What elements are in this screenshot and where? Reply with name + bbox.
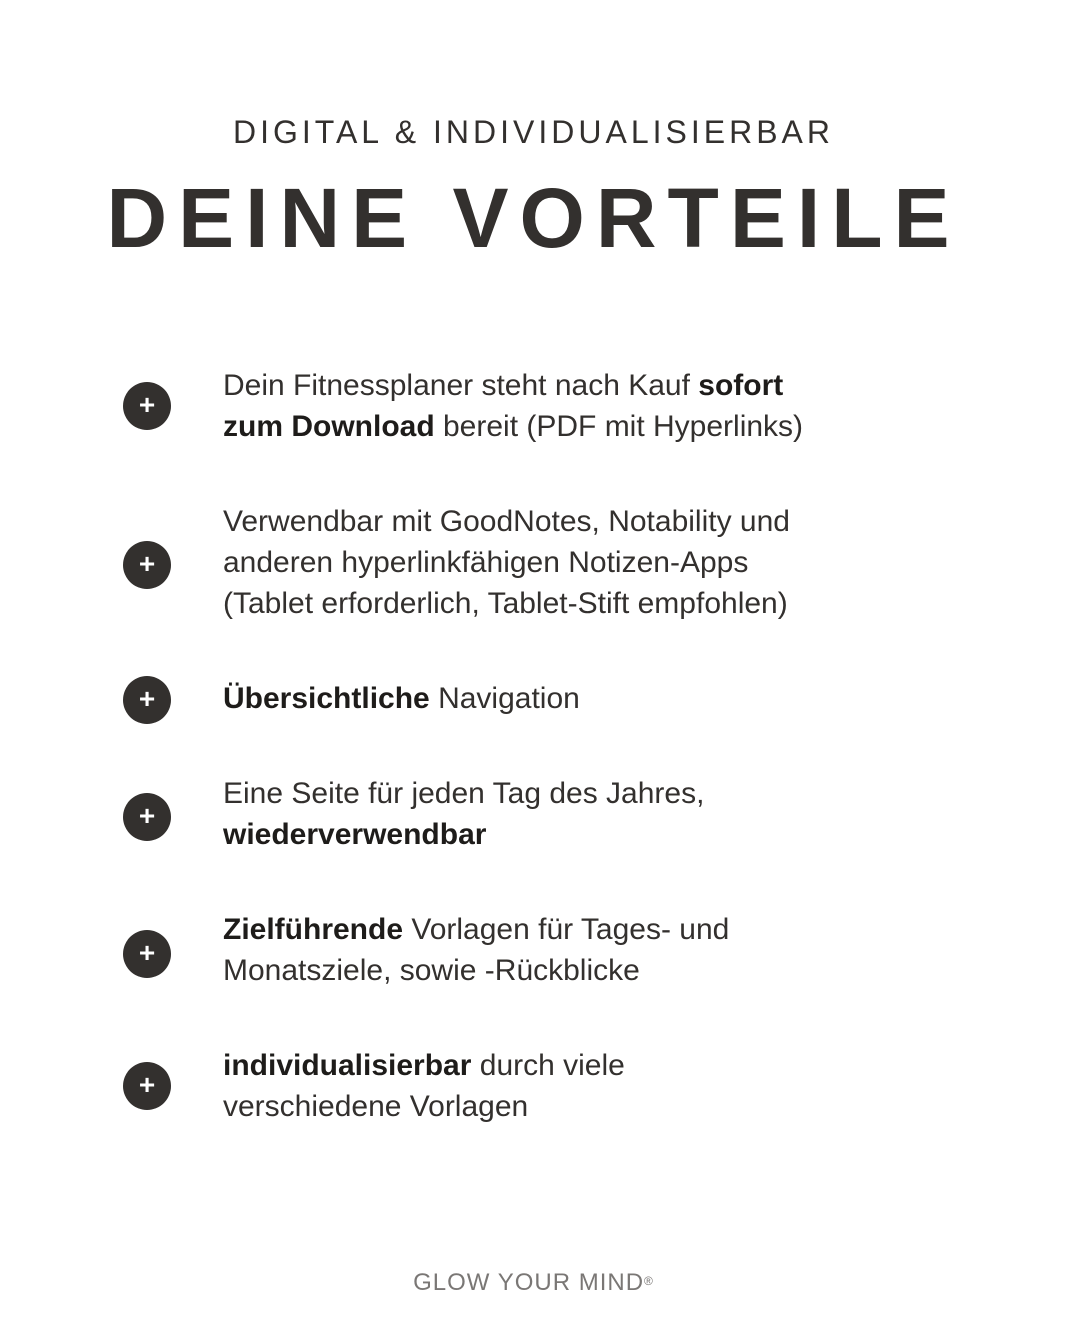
page-title: DEINE VORTEILE	[106, 171, 961, 265]
benefit-text-segment: Eine Seite für jeden Tag des Jahres,	[223, 777, 705, 810]
benefit-text	[223, 1045, 943, 1127]
benefit-text-segment: Vorlagen für Tages- und	[403, 913, 730, 946]
benefit-text-segment: Navigation	[429, 682, 580, 715]
benefit-text	[223, 773, 943, 855]
trademark-symbol: ®	[644, 1274, 654, 1288]
benefit-text-segment: (Tablet erforderlich, Tablet-Stift empfohlen)	[223, 587, 788, 620]
page-subtitle: DIGITAL & INDIVIDUALISIERBAR	[233, 114, 834, 150]
benefit-text-bold: individualisierbar	[223, 1049, 472, 1082]
benefit-text-segment: verschiedene Vorlagen	[223, 1090, 529, 1123]
benefit-text-bold: zum Download	[223, 410, 435, 443]
plus-circle-icon: +	[123, 676, 171, 724]
benefit-text-segment: durch viele	[471, 1049, 625, 1082]
plus-circle-icon: +	[123, 1062, 171, 1110]
benefit-text	[223, 501, 943, 624]
benefit-text-segment: Dein Fitnessplaner steht nach Kauf	[223, 369, 699, 402]
benefit-text-segment: anderen hyperlinkfähigen Notizen-Apps	[223, 546, 749, 579]
benefit-text-bold: sofort	[698, 369, 784, 402]
benefit-text-segment: Monatsziele, sowie -Rückblicke	[223, 954, 640, 987]
plus-circle-icon: +	[123, 793, 171, 841]
benefit-text-bold: wiederverwendbar	[223, 818, 487, 851]
plus-circle-icon: +	[123, 382, 171, 430]
brand-name: GLOW YOUR MIND	[413, 1269, 645, 1296]
benefit-text	[223, 365, 943, 447]
benefit-text-segment: bereit (PDF mit Hyperlinks)	[434, 410, 804, 443]
benefit-text	[223, 909, 943, 991]
benefit-text-segment: Verwendbar mit GoodNotes, Notability und	[223, 505, 790, 538]
benefit-text-bold: Übersichtliche	[223, 682, 430, 715]
benefit-text	[223, 678, 943, 719]
benefit-text-bold: Zielführende	[223, 913, 404, 946]
plus-circle-icon: +	[123, 541, 171, 589]
brand-footer	[0, 1268, 1067, 1298]
plus-circle-icon: +	[123, 930, 171, 978]
